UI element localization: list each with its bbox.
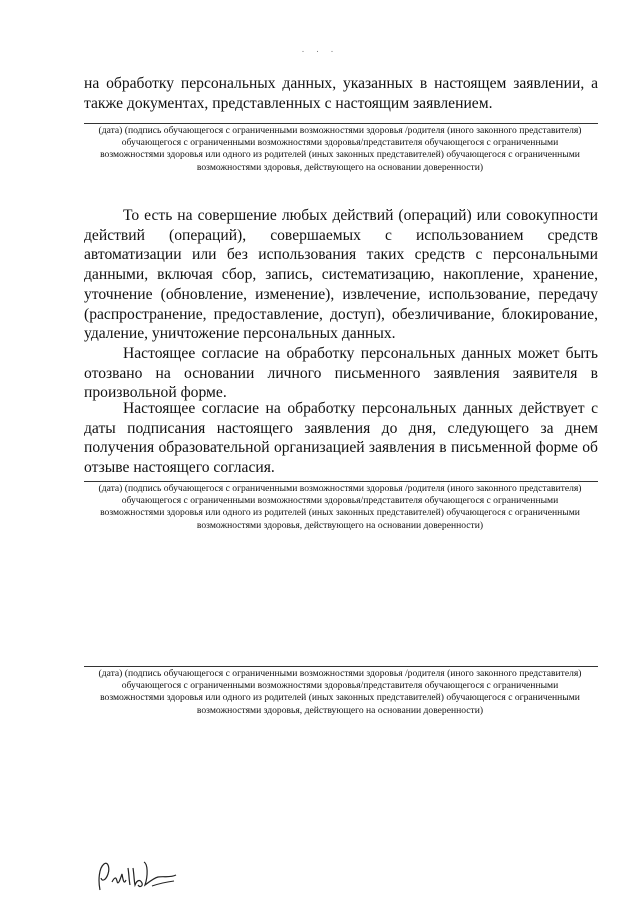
paragraph-validity: Настоящее согласие на обработку персональных данных действует с даты подписания настоящего заявления до дня, следующего за днем получения образовательной организацией заявления в письменной форме об отзыве настоящего согласия.	[84, 400, 598, 477]
signature-line-3	[84, 666, 598, 667]
handwritten-signature-icon	[96, 852, 186, 894]
signature-caption-1: (дата) (подпись обучающегося с ограниченными возможностями здоровья /родителя (иного законного представителя) обучающегося с ограниченными возможностями здоровья/представителя обучающегося с ограниченными возможностями здоровья или одного из родителей (иных законных представителей) обучающегося с ограниченными возможностями здоровья, действующего на основании доверенности)	[98, 125, 582, 173]
page-mark: . . .	[301, 44, 339, 54]
intro-text: на обработку персональных данных, указанных в настоящем заявлении, а также документах, представленных с настоящим заявлением.	[84, 75, 598, 112]
signature-caption-3: (дата) (подпись обучающегося с ограниченными возможностями здоровья /родителя (иного законного представителя) обучающегося с ограниченными возможностями здоровья/представителя обучающегося с ограниченными возможностями здоровья или одного из родителей (иных законных представителей) обучающегося с ограниченными возможностями здоровья, действующего на основании доверенности)	[98, 668, 582, 716]
signature-line-1	[84, 123, 598, 124]
paragraph-actions: То есть на совершение любых действий (операций) или совокупности действий (операций), совершаемых с использованием средств автоматизации или без использования таких средств с персональными данными, включая сбор, запись, систематизацию, накопление, хранение, уточнение (обновление, изменение), извлечение, использование, передачу (распространение, предоставление, доступ), обезличивание, блокирование, удаление, уничтожение персональных данных.	[84, 207, 598, 343]
signature-caption-2: (дата) (подпись обучающегося с ограниченными возможностями здоровья /родителя (иного законного представителя) обучающегося с ограниченными возможностями здоровья/представителя обучающегося с ограниченными возможностями здоровья или одного из родителей (иных законных представителей) обучающегося с ограниченными возможностями здоровья, действующего на основании доверенности)	[98, 483, 582, 531]
paragraph-revocation: Настоящее согласие на обработку персональных данных может быть отозвано на основании личного письменного заявления заявителя в произвольной форме.	[84, 345, 598, 402]
signature-line-2	[84, 481, 598, 482]
